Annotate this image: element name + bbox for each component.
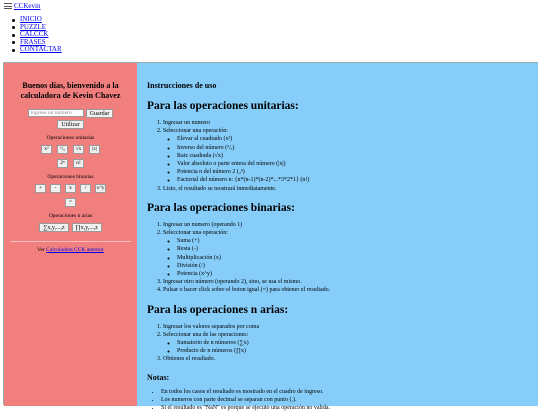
- nav-link-contactar[interactable]: CONTACTAR: [20, 45, 62, 53]
- abs-button[interactable]: |x|: [89, 145, 100, 154]
- list-item: • Los numeros con parte decimal se separan con punto (.).: [161, 396, 528, 404]
- list-item: ◦ Factorial del número n: {n*(n-1)*(n-2)*...*3*2*1} (n!): [177, 176, 528, 184]
- list-item: 1. Ingresar los valores separados por coma: [163, 323, 528, 331]
- list-item: ◦ Potencia (x^y): [177, 270, 528, 278]
- number-input[interactable]: ingrese un número: [28, 109, 84, 117]
- product-n-button[interactable]: ∏x,y,...,z: [72, 223, 102, 232]
- pow2-button[interactable]: 2ⁿ: [57, 159, 68, 168]
- brand-link[interactable]: CCKevin: [14, 2, 41, 10]
- nav-link-frases[interactable]: FRASES: [20, 37, 46, 46]
- nav-link-inicio[interactable]: INICIO: [20, 15, 42, 23]
- list-item: ◦ Producto de n números (∏x): [177, 347, 528, 355]
- subtract-button[interactable]: -: [50, 184, 61, 193]
- list-item: 3. Listo, el resultado se mostrará inmediatamente.: [163, 185, 528, 193]
- list-item: 2. Seleccionar una operación: ◦ Suma (+) ◦ Resta (-) ◦ Multiplicación (x) ◦ División (/) ◦ Potencia (x^y): [163, 229, 528, 278]
- list-item: 3. Obtienes el resultado.: [163, 355, 528, 363]
- menu-icon[interactable]: [4, 3, 12, 9]
- list-item: ◦ División (/): [177, 262, 528, 270]
- calculator-panel: [4, 63, 137, 406]
- factorial-button[interactable]: n!: [73, 159, 84, 168]
- binarias-section: [147, 202, 528, 295]
- divider: [10, 241, 131, 242]
- utilizar-button[interactable]: Utilizar: [57, 120, 83, 129]
- list-item: ◦ Valor absoluto o parte entera del número (|x|): [177, 160, 528, 168]
- nav-link-calcck[interactable]: CALCCK: [20, 30, 49, 38]
- divide-button[interactable]: /: [80, 184, 91, 193]
- previous-version-text: [4, 247, 137, 253]
- list-item: ◦ Suma (+): [177, 237, 528, 245]
- instructions-panel: [137, 63, 538, 412]
- top-bar: [4, 2, 40, 11]
- list-item: ◦ Raiz cuadrada (√x): [177, 152, 528, 160]
- list-item: 1. Ingresar un numero: [163, 119, 528, 127]
- previous-calculator-link[interactable]: Calculadora CCK anterior: [46, 247, 104, 253]
- list-item: ◦ Sumatorio de n números (∑x): [177, 339, 528, 347]
- binarias-label: Operaciones binarias: [47, 174, 94, 180]
- list-item: ◦ Resta (-): [177, 245, 528, 253]
- list-item: • En todos los casos el resultado es mostrado en el cuadro de ingreso.: [161, 388, 528, 396]
- notes-title: Notas:: [147, 372, 170, 382]
- inverse-button[interactable]: ¹/ₓ: [57, 145, 68, 154]
- main-area: [3, 62, 538, 412]
- list-item: 1. Ingresar un numero (operando 1): [163, 221, 528, 229]
- list-item: ◦ Potencia n del número 2 (₂ⁿ): [177, 168, 528, 176]
- nav-link-puzzle[interactable]: PUZZLE: [20, 22, 47, 31]
- guardar-button[interactable]: Guardar: [86, 109, 114, 118]
- narias-title: Para las operaciones n arias:: [147, 303, 289, 316]
- list-item: 4. Pulsar o hacer click sobre el boton igual (=) para obtener el resultado.: [163, 286, 528, 294]
- list-item: 3. Ingresar otro número (operando 2), sino, se usa el mismo.: [163, 278, 528, 286]
- list-item: • Si el resultado es "NaN" es porque se ejecuto una operación no valida.: [161, 404, 528, 412]
- unitarias-section: [147, 100, 528, 193]
- unitarias-title: Para las operaciones unitarias:: [147, 100, 299, 112]
- sum-n-button[interactable]: ∑x,y,...,z: [39, 223, 69, 232]
- square-button[interactable]: x²: [41, 145, 52, 154]
- list-item: 2. Seleccionar una operación: ◦ Elevar al cuadrado (x²) ◦ Inverso del número (¹/ₓ) ◦ Raiz cuadrada (√x) ◦ Valor absoluto o parte entera del número (|x|) ◦ Potencia n del número 2 (₂ⁿ) ◦ Factorial del número n: {n*(n-1)*(n-2)*...*3*2*1} (n!): [163, 127, 528, 184]
- nav-menu: [10, 16, 62, 54]
- nav-item-contactar: [10, 46, 62, 54]
- narias-label: Operaciones n arias: [48, 213, 93, 219]
- list-item: ◦ Inverso del número (¹/ₓ): [177, 144, 528, 152]
- equals-button[interactable]: =: [65, 198, 76, 207]
- power-button[interactable]: x^y: [95, 184, 106, 193]
- binarias-title: Para las operaciones binarias:: [147, 201, 295, 214]
- add-button[interactable]: +: [35, 184, 46, 193]
- narias-section: [147, 304, 528, 364]
- sqrt-button[interactable]: √x: [73, 145, 84, 154]
- list-item: ◦ Multiplicación (x): [177, 254, 528, 262]
- multiply-button[interactable]: x: [65, 184, 76, 193]
- unitarias-label: Operaciones unitarias: [46, 135, 95, 141]
- list-item: ◦ Elevar al cuadrado (x²): [177, 135, 528, 143]
- notes-section: [147, 373, 528, 412]
- instructions-heading: Instrucciones de uso: [147, 81, 217, 90]
- greeting-text: Buenos días, bienvenido a la calculadora de Kevin Chavez: [20, 81, 121, 100]
- ver-prefix: Ver: [37, 247, 45, 253]
- list-item: 2. Seleccionar una de las operaciones: ◦ Sumatorio de n números (∑x) ◦ Producto de n números (∏x): [163, 331, 528, 356]
